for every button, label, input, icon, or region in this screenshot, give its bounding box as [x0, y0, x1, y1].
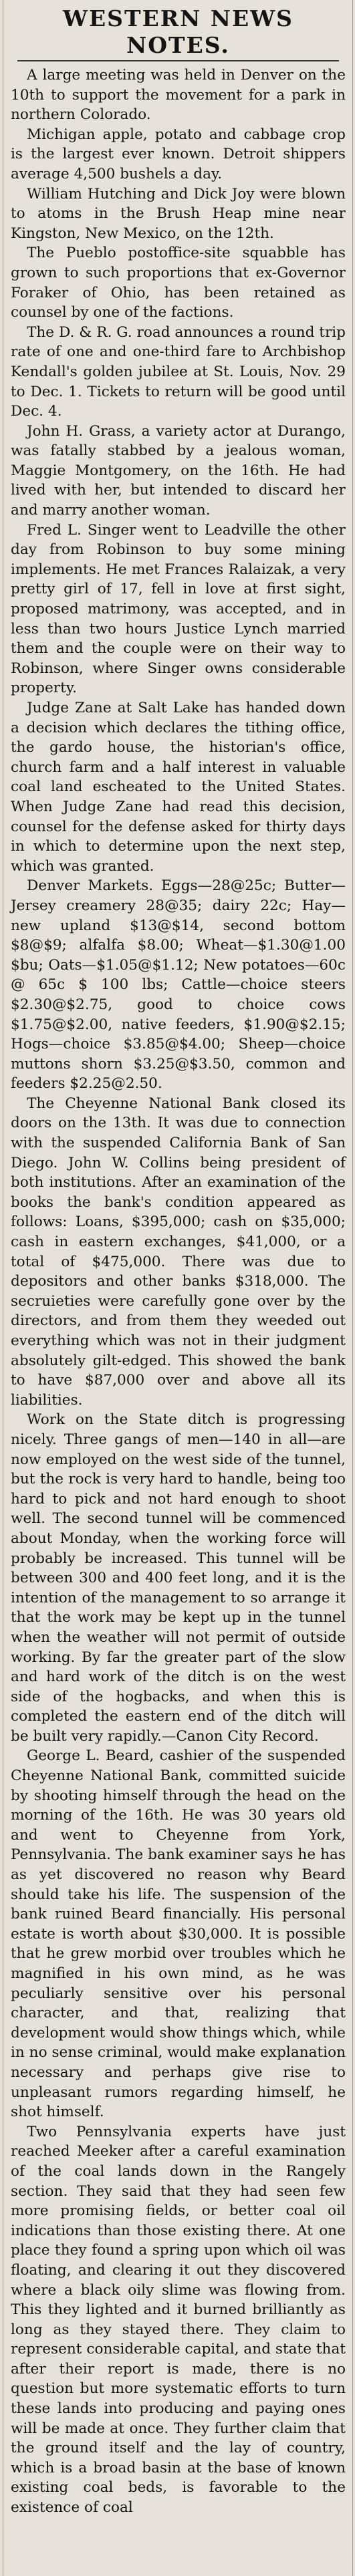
- news-item: [11, 243, 346, 322]
- column-headline: WESTERN NEWS NOTES.: [62, 5, 294, 58]
- news-item: [11, 65, 346, 125]
- news-item: [11, 1410, 346, 1746]
- news-item-text: George L. Beard, cashier of the suspended Cheyenne National Bank, committed suicide by shooting himself through the head on the morning of the 16th. He was 30 years old and went to Cheyenne from York, Pennsylvania. The bank examiner says he has as yet discovered no reason why Beard should take his life. The suspension of the bank ruined Beard financially. His personal estate is worth about $30,000. It is possible that he grew morbid over troubles which he magnified in his own mind, as he was peculiarly sensitive over his personal character, and that, realizing that development would show things which, while in no sense criminal, would make explanation necessary and perhaps give rise to unpleasant rumors regarding himself, he shot himself.: [11, 1747, 346, 2121]
- news-item: [11, 876, 346, 1094]
- news-item: [11, 521, 346, 698]
- news-items: [11, 65, 346, 2518]
- news-item-text: Judge Zane at Salt Lake has handed down a decision which declares the tithing office, the gardo house, the historian's office, church farm and a half interest in valuable coal land escheated to the United States. When Judge Zane had read this decision, counsel for the defense asked for thirty days in which to determine upon the next step, which was granted.: [11, 700, 346, 875]
- news-item-text: Two Pennsylvania experts have just reached Meeker after a careful examination of the coal lands down in the Rangely section. They said that they had seen few more promising fields, or better coal oil indications than those existing there. At one place they found a spring upon which oil was floating, and clearing it out they discovered where a black oily slime was flowing from. This they lighted and it burned brilliantly as long as they stayed there. They claim to represent considerable capital, and state that after their report is made, there is no question but more systematic efforts to turn these lands into producing and paying ones will be made at once. They further claim that the ground itself and the lay of country, which is a broad basin at the base of known existing coal beds, is favorable to the existence of coal: [11, 2123, 346, 2517]
- news-item: [11, 323, 346, 422]
- news-item-text: The Pueblo postoffice-site squabble has grown to such proportions that ex-Governor Foraker of Ohio, has been retained as counsel by one of the factions.: [11, 245, 346, 321]
- news-item-text: William Hutching and Dick Joy were blown to atoms in the Brush Heap mine near Kingston, New Mexico, on the 12th.: [11, 185, 346, 242]
- news-item-text: Fred L. Singer went to Leadville the other day from Robinson to buy some mining implements. He met Frances Ralaizak, a very pretty girl of 17, fell in love at first sight, proposed matrimony, was accepted, and in less than two hours Justice Lynch married them and the couple were on their way to Robinson, where Singer owns considerable property.: [11, 521, 346, 697]
- news-item: [11, 422, 346, 521]
- news-item: [11, 125, 346, 184]
- column-right-border: [352, 0, 353, 2576]
- news-item: [11, 184, 346, 244]
- news-item-text: Denver Markets. Eggs—28@25c; Butter—Jersey creamery 28@35; dairy 22c; Hay—new upland $13@$14, second bottom $8@$9; alfalfa $8.00; Wheat—$1.30@1.00 $bu; Oats—$1.05@$1.12; New potatoes—60c @ 65c $ 100 lbs; Cattle—choice steers $2.30@$2.75, good to choice cows $1.75@$2.00, native feeders, $1.90@$2.15; Hogs—choice $3.85@$4.00; Sheep—choice muttons shorn $3.25@$3.50, common and feeders $2.25@2.50.: [11, 877, 346, 1093]
- news-item-text: The D. & R. G. road announces a round trip rate of one and one-third fare to Archbishop Kendall's golden jubilee at St. Louis, Nov. 29 to Dec. 1. Tickets to return will be good until Dec. 4.: [11, 323, 346, 420]
- news-item-text: The Cheyenne National Bank closed its doors on the 13th. It was due to connection with the suspended California Bank of San Diego. John W. Collins being president of both institutions. After an examination of the books the bank's condition appeared as follows: Loans, $395,000; cash on $35,000; cash in eastern exchanges, $41,000, or a total of $475,000. There was due to depositors and other banks $318,000. The secruieties were carefully gone over by the directors, and from them they weeded out everything which was not in their judgment absolutely gilt-edged. This showed the bank to have $87,000 over and above all its liabilities.: [11, 1095, 346, 1409]
- headline-rule: [17, 60, 339, 61]
- news-item: [11, 1094, 346, 1411]
- news-item-text: John H. Grass, a variety actor at Durango, was fatally stabbed by a jealous woman, Maggie Montgomery, on the 16th. He had lived with her, but intended to discard her and marry another woman.: [11, 422, 346, 519]
- news-item: [11, 1746, 346, 2122]
- news-item: [11, 698, 346, 876]
- news-item: [11, 2122, 346, 2518]
- news-item-text: A large meeting was held in Denver on the 10th to support the movement for a park in northern Colorado.: [11, 67, 346, 124]
- news-item-text: Work on the State ditch is progressing nicely. Three gangs of men—140 in all—are now employed on the west side of the tunnel, but the rock is very hard to handle, being too hard to pick and not hard enough to shoot well. The second tunnel will be commenced about Monday, when the working force will probably be increased. This tunnel will be between 300 and 400 feet long, and it is the intention of the management to so arrange it that the work may be kept up in the tunnel when the weather will not permit of outside working. By far the greater part of the slow and hard work of the ditch is on the west side of the hogbacks, and when this is completed the eastern end of the ditch will be built very rapidly.—Canon City Record.: [11, 1411, 346, 1745]
- news-item-text: Michigan apple, potato and cabbage crop is the largest ever known. Detroit shippers average 4,500 bushels a day.: [11, 126, 346, 182]
